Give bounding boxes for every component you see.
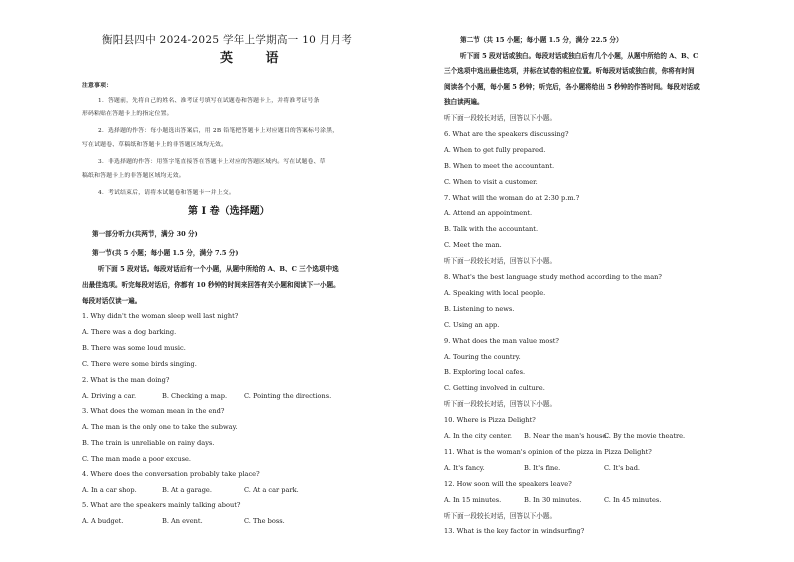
note-line: 4．考试结束后，请将本试题卷和答题卡一并上交。 — [98, 190, 235, 196]
answer-option[interactable]: B. An event. — [162, 517, 203, 525]
answer-option[interactable]: A. In 15 minutes. — [444, 495, 502, 504]
answer-option[interactable]: A. It's fancy. — [444, 463, 485, 472]
answer-option[interactable]: C. By the movie theatre. — [604, 432, 686, 440]
answer-option[interactable]: A. Touring the country. — [444, 352, 521, 361]
instruction-line: 三个选项中选出最佳选项，并标在试卷的相应位置。听每段对话或独白前，你将有时间 — [444, 67, 695, 75]
instruction-line: 听下面 5 段对话或独白。每段对话或独白后有几个小题，从题中所给的 A、B、C — [460, 52, 699, 60]
answer-option[interactable]: A. Driving a car. — [82, 392, 137, 400]
answer-option[interactable]: C. Getting involved in culture. — [444, 384, 545, 393]
answer-option[interactable]: A. The man is the only one to take the subway. — [82, 423, 238, 431]
answer-option[interactable]: B. When to meet the accountant. — [444, 161, 555, 170]
question-text: 2. What is the man doing? — [82, 376, 170, 384]
instruction-line: 独白读两遍。 — [444, 98, 484, 106]
listening-instruction: 听下面一段较长对话，回答以下小题。 — [444, 511, 557, 520]
answer-option[interactable]: B. The train is unreliable on rainy days. — [82, 439, 215, 447]
question-text: 13. What is the key factor in windsurfing? — [444, 527, 585, 536]
question-text: 4. Where does the conversation probably take place? — [82, 470, 260, 478]
subsection-title: 第一节(共 5 小题；每小题 1.5 分，满分 7.5 分) — [92, 249, 239, 257]
answer-option[interactable]: A. A budget. — [82, 517, 124, 525]
answer-option[interactable]: A. Speaking with local people. — [444, 288, 546, 297]
answer-option[interactable]: C. It's bad. — [604, 463, 641, 472]
question-text: 5. What are the speakers mainly talking about? — [82, 501, 241, 509]
answer-option[interactable]: B. There was some loud music. — [82, 344, 186, 352]
note-line: 写在试题卷、草稿纸和答题卡上的非答题区域均无效。 — [82, 142, 228, 148]
answer-option[interactable]: B. Checking a map. — [162, 392, 228, 400]
subsection-title: 第二节（共 15 小题；每小题 1.5 分，满分 22.5 分） — [460, 36, 623, 44]
answer-option[interactable]: C. Meet the man. — [444, 241, 502, 250]
question-text: 9. What does the man value most? — [444, 336, 559, 345]
note-line: 3．非选择题的作答：用签字笔直接答在答题卡上对应的答题区域内。写在试题卷、草 — [98, 159, 326, 165]
answer-option[interactable]: A. Attend an appointment. — [444, 209, 533, 218]
question-text: 7. What will the woman do at 2:30 p.m.? — [444, 193, 580, 202]
section-title: 第一部分听力(共两节，满分 30 分) — [92, 230, 198, 238]
answer-option[interactable]: B. Exploring local cafes. — [444, 368, 526, 377]
question-text: 12. How soon will the speakers leave? — [444, 479, 572, 488]
answer-option[interactable]: C. At a car park. — [244, 486, 299, 494]
question-text: 3. What does the woman mean in the end? — [82, 407, 225, 415]
instruction-line: 出最佳选项。听完每段对话后，你都有 10 秒钟的时间来回答有关小题和阅读下一小题。 — [82, 281, 340, 289]
answer-option[interactable]: A. When to get fully prepared. — [444, 145, 546, 154]
answer-option[interactable]: B. At a garage. — [162, 486, 212, 494]
question-text: 8. What's the best language study method according to the man? — [444, 273, 662, 281]
answer-option[interactable]: C. When to visit a customer. — [444, 177, 538, 186]
note-line: 2．选择题的作答：每小题选出答案后，用 2B 铅笔把答题卡上对应题目的答案标号涂黑， — [98, 128, 339, 134]
question-text: 1. Why didn't the woman sleep well last night? — [82, 312, 239, 320]
instruction-line: 听下面 5 段对话。每段对话后有一个小题，从题中所给的 A、B、C 三个选项中选 — [98, 265, 339, 273]
answer-option[interactable]: C. There were some birds singing. — [82, 360, 197, 368]
instruction-line: 阅读各个小题，每小题 5 秒钟；听完后，各小题将给出 5 秒钟的作答时间。每段对话或 — [444, 83, 700, 91]
answer-option[interactable]: B. In 30 minutes. — [524, 495, 582, 504]
listening-instruction: 听下面一段较长对话，回答以下小题。 — [444, 257, 557, 266]
answer-option[interactable]: C. Using an app. — [444, 320, 500, 329]
answer-option[interactable]: C. In 45 minutes. — [604, 495, 662, 504]
question-text: 11. What is the woman's opinion of the pizza in Pizza Delight? — [444, 447, 652, 456]
exam-title: 衡阳县四中 2024-2025 学年上学期高一 10 月月考 — [102, 34, 353, 46]
answer-option[interactable]: A. There was a dog barking. — [82, 328, 177, 336]
note-line: 形码粘贴在答题卡上的指定位置。 — [82, 111, 173, 117]
answer-option[interactable]: A. In a car shop. — [82, 486, 137, 494]
listening-instruction: 听下面一段较长对话，回答以下小题。 — [444, 400, 557, 409]
answer-option[interactable]: C. The boss. — [244, 517, 285, 525]
answer-option[interactable]: B. It's fine. — [524, 463, 561, 472]
notes-label: 注意事项： — [82, 83, 113, 89]
subject-title: 英 语 — [220, 51, 293, 66]
note-line: 稿纸和答题卡上的非答题区域均无效。 — [82, 173, 185, 179]
answer-option[interactable]: B. Near the man's house. — [524, 432, 609, 440]
question-text: 6. What are the speakers discussing? — [444, 129, 569, 138]
instruction-line: 每段对话仅读一遍。 — [82, 297, 142, 305]
answer-option[interactable]: B. Talk with the accountant. — [444, 225, 539, 234]
answer-option[interactable]: C. Pointing the directions. — [244, 392, 332, 400]
listening-instruction: 听下面一段较长对话，回答以下小题。 — [444, 114, 557, 122]
answer-option[interactable]: C. The man made a poor excuse. — [82, 455, 191, 463]
note-line: 1．答题前，先将自己的姓名、准考证号填写在试题卷和答题卡上，并将准考证号条 — [98, 98, 320, 104]
answer-option[interactable]: A. In the city center. — [444, 432, 512, 440]
answer-option[interactable]: B. Listening to news. — [444, 304, 515, 313]
part1-title: 第 I 卷（选择题） — [188, 206, 270, 217]
question-text: 10. Where is Pizza Delight? — [444, 416, 536, 425]
